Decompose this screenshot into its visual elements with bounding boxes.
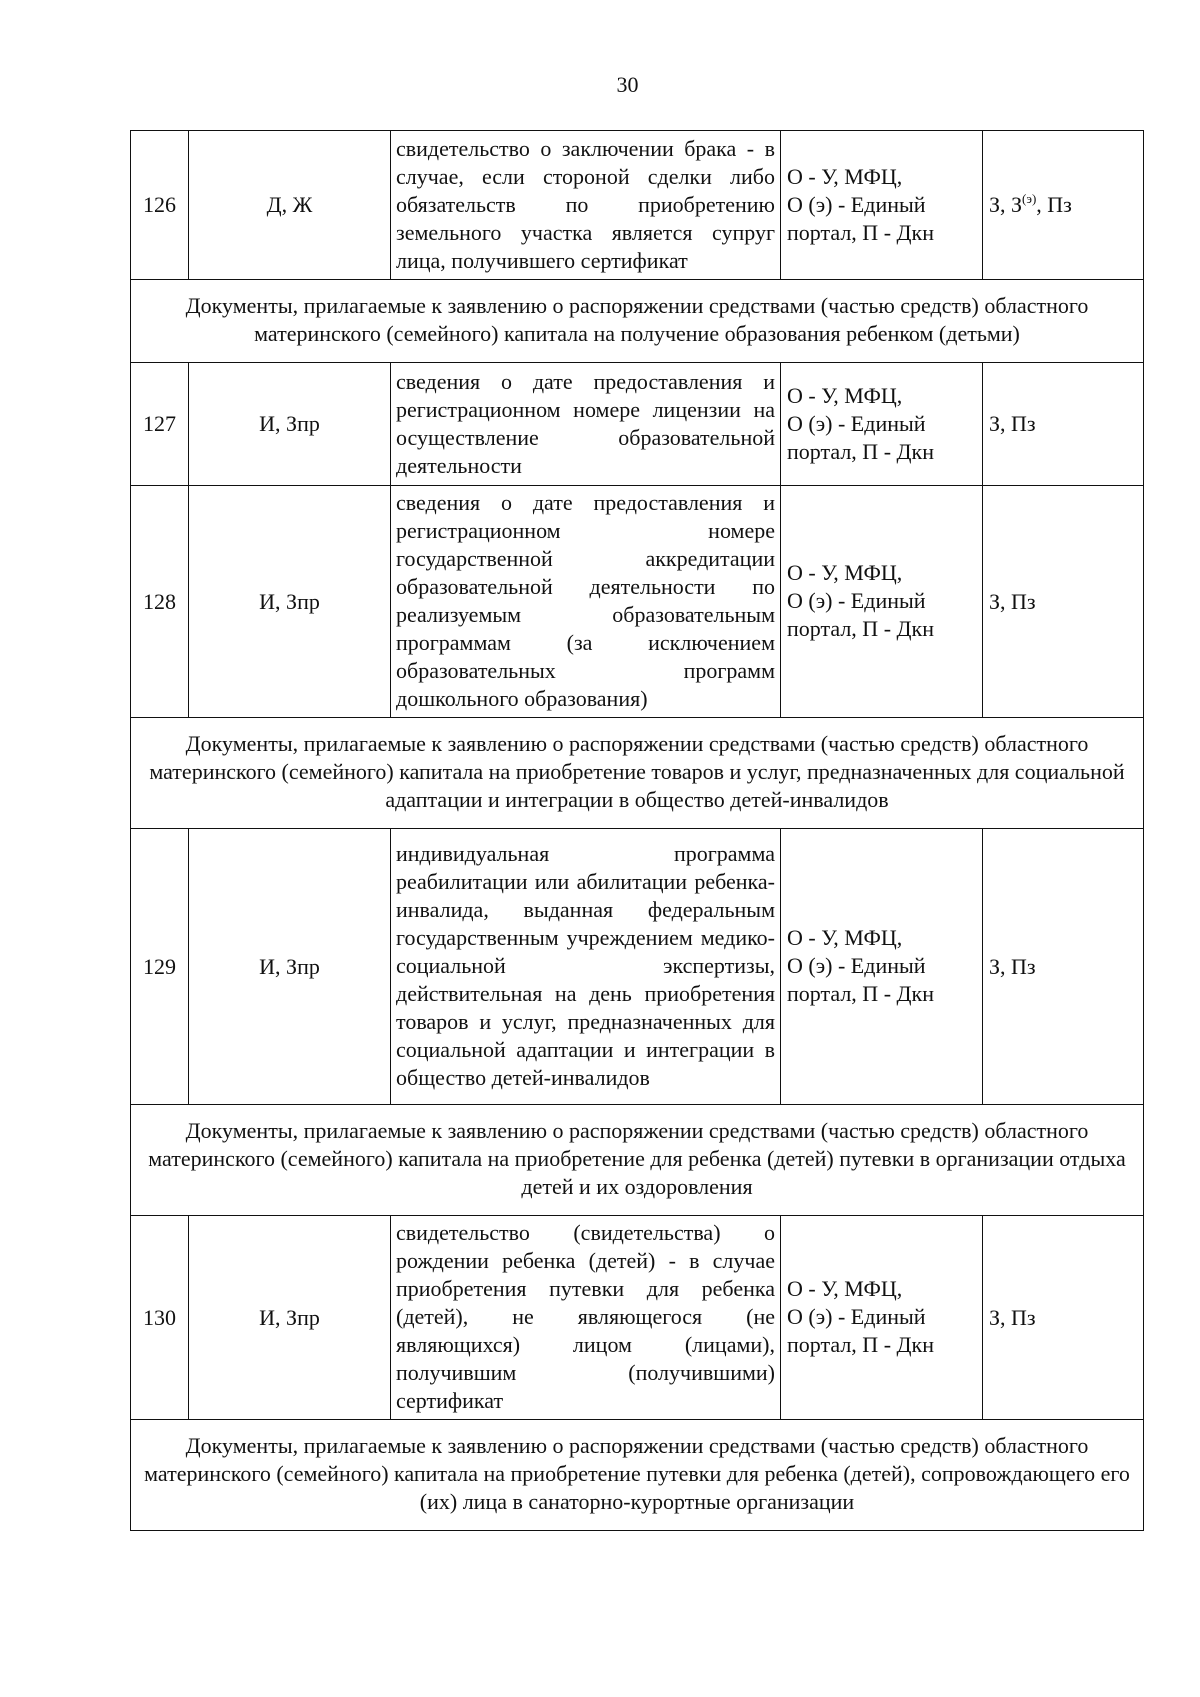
row-number: 130 <box>131 1216 189 1420</box>
method-line: портал, П - Дкн <box>787 438 934 464</box>
documents-table <box>130 130 1144 1531</box>
table-row <box>131 829 1144 1105</box>
section-heading: Документы, прилагаемые к заявлению о распоряжении средствами (частью средств) областного материнского (семейного) капитала на получение образования ребенком (детьми) <box>131 280 1144 363</box>
row-submission-method <box>781 363 983 486</box>
row-submission-method <box>781 486 983 718</box>
row-form <box>983 131 1144 280</box>
method-line: портал, П - Дкн <box>787 616 934 641</box>
row-source: И, Зпр <box>189 363 391 486</box>
method-line: О (э) - Единый <box>787 191 926 217</box>
method-line: О - У, МФЦ, <box>787 163 903 189</box>
section-heading: Документы, прилагаемые к заявлению о распоряжении средствами (частью средств) областного материнского (семейного) капитала на приобретение для ребенка (детей) путевки в организации отдыха детей и их оздоровления <box>131 1105 1144 1216</box>
row-document: свидетельство (свидетельства) о рождении ребенка (детей) - в случае приобретения путевки для ребенка (детей), не являющегося (не являющихся) лицом (лицами), получившим (получившими) сертификат <box>391 1216 781 1420</box>
row-number: 128 <box>131 486 189 718</box>
method-line: О - У, МФЦ, <box>787 382 903 408</box>
row-submission-method <box>781 829 983 1105</box>
method-line: портал, П - Дкн <box>787 1332 934 1357</box>
row-source: И, Зпр <box>189 486 391 718</box>
table-row <box>131 1216 1144 1420</box>
method-line: О (э) - Единый <box>787 410 926 436</box>
form-tail: , Пз <box>1036 192 1072 217</box>
row-number: 129 <box>131 829 189 1105</box>
row-document: свидетельство о заключении брака - в случае, если стороной сделки либо обязательств по приобретению земельного участка является супруг лица, получившего сертификат <box>391 131 781 280</box>
form-main: З, З <box>989 192 1023 217</box>
section-row <box>131 1420 1144 1531</box>
row-number: 127 <box>131 363 189 486</box>
method-line: портал, П - Дкн <box>787 219 934 245</box>
row-number: 126 <box>131 131 189 280</box>
row-source: И, Зпр <box>189 829 391 1105</box>
method-line: портал, П - Дкн <box>787 981 934 1006</box>
section-row <box>131 1105 1144 1216</box>
page-number: 30 <box>616 72 639 97</box>
section-row <box>131 718 1144 829</box>
method-line: О (э) - Единый <box>787 1304 926 1329</box>
table-row <box>131 363 1144 486</box>
table-row <box>131 131 1144 280</box>
row-form: З, Пз <box>983 829 1144 1105</box>
row-form: З, Пз <box>983 486 1144 718</box>
method-line: О - У, МФЦ, <box>787 560 903 585</box>
section-heading: Документы, прилагаемые к заявлению о распоряжении средствами (частью средств) областного материнского (семейного) капитала на приобретение товаров и услуг, предназначенных для социальной адаптации и интеграции в общество детей-инвалидов <box>131 718 1144 829</box>
method-line: О (э) - Единый <box>787 953 926 978</box>
row-form: З, Пз <box>983 1216 1144 1420</box>
row-submission-method <box>781 1216 983 1420</box>
section-heading: Документы, прилагаемые к заявлению о распоряжении средствами (частью средств) областного материнского (семейного) капитала на приобретение путевки для ребенка (детей), сопровождающего его (их) лица в санаторно-курортные организации <box>131 1420 1144 1531</box>
row-document: индивидуальная программа реабилитации или абилитации ребенка-инвалида, выданная федеральным государственным учреждением медико-социальной экспертизы, действительная на день приобретения товаров и услуг, предназначенных для социальной адаптации и интеграции в общество детей-инвалидов <box>391 829 781 1105</box>
row-document: сведения о дате предоставления и регистрационном номере лицензии на осуществление образовательной деятельности <box>391 363 781 486</box>
section-row <box>131 280 1144 363</box>
row-source: И, Зпр <box>189 1216 391 1420</box>
method-line: О (э) - Единый <box>787 588 926 613</box>
row-source: Д, Ж <box>189 131 391 280</box>
form-superscript: (э) <box>1022 191 1037 206</box>
table-row <box>131 486 1144 718</box>
row-document: сведения о дате предоставления и регистрационном номере государственной аккредитации образовательной деятельности по реализуемым образовательным программам (за исключением образовательных программ дошкольного образования) <box>391 486 781 718</box>
row-form: З, Пз <box>983 363 1144 486</box>
row-submission-method <box>781 131 983 280</box>
method-line: О - У, МФЦ, <box>787 925 903 950</box>
method-line: О - У, МФЦ, <box>787 1276 903 1301</box>
